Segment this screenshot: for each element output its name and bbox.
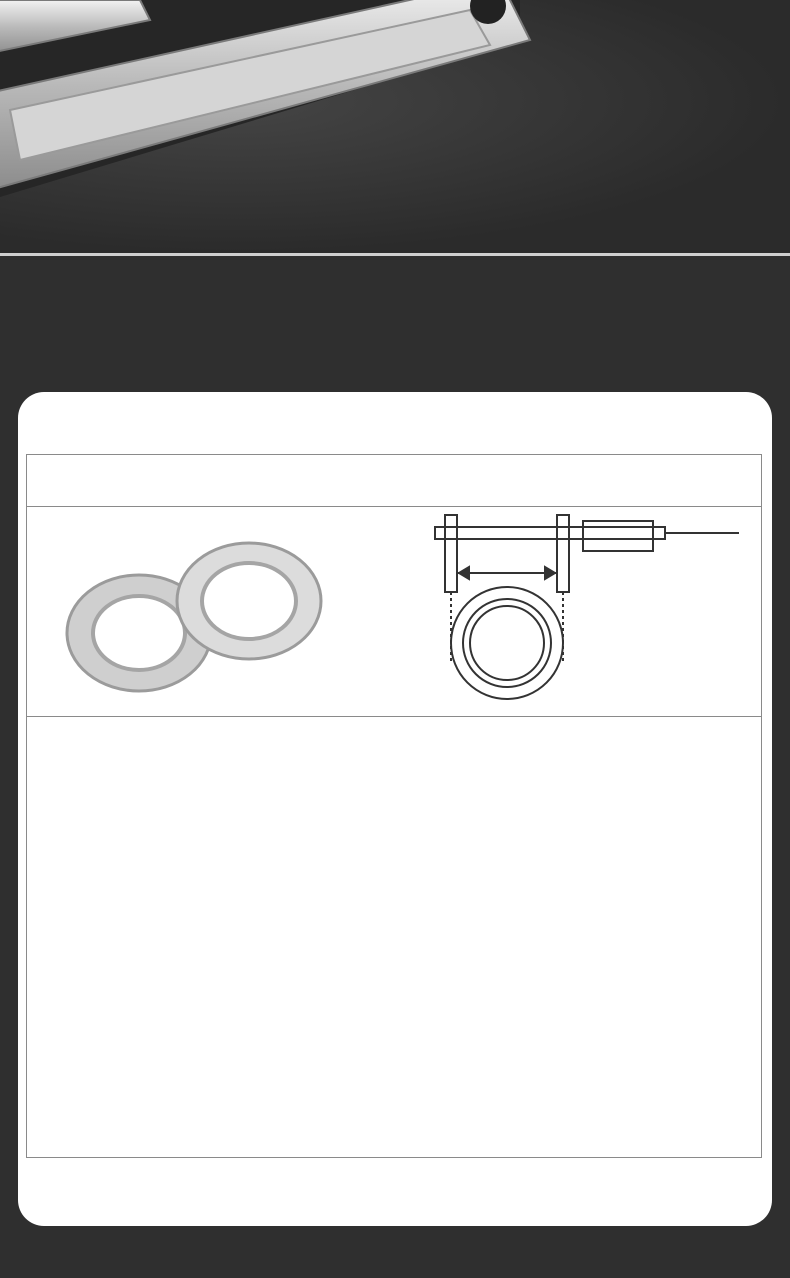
hero-wrench-image — [0, 0, 790, 253]
lock-nut-icon — [67, 543, 321, 691]
caliper-icon — [435, 515, 739, 699]
nut-image-area — [27, 507, 761, 717]
table-title — [27, 455, 761, 507]
section-divider — [0, 253, 790, 256]
nut-caliper-illustration — [27, 507, 761, 717]
spec-table — [26, 454, 762, 1158]
wrench-illustration — [0, 0, 790, 253]
